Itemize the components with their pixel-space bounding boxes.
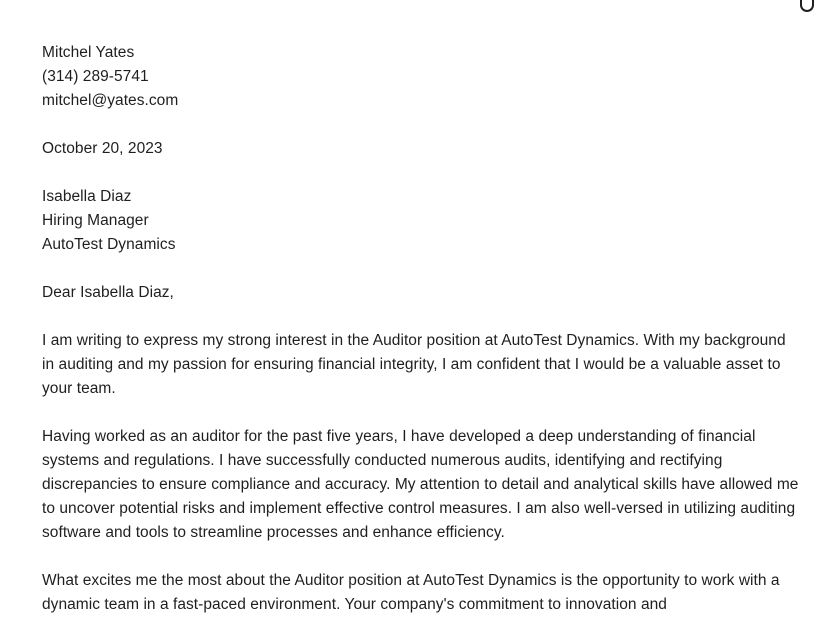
sender-block (42, 41, 802, 113)
salutation: Dear Isabella Diaz, (42, 284, 174, 301)
body-paragraph-1: I am writing to express my strong interest in the Auditor position at AutoTest Dynamics. With my background in auditing and my passion for ensuring financial integrity, I am confident that I would be a valuable asset to your team. (42, 332, 786, 397)
sender-phone: (314) 289-5741 (42, 68, 149, 85)
date-block (42, 137, 802, 161)
letter-date: October 20, 2023 (42, 140, 163, 157)
recipient-title: Hiring Manager (42, 212, 149, 229)
sender-name: Mitchel Yates (42, 44, 135, 61)
recipient-name: Isabella Diaz (42, 188, 132, 205)
sender-email: mitchel@yates.com (42, 92, 179, 109)
recipient-block (42, 185, 802, 257)
body-paragraph-2: Having worked as an auditor for the past five years, I have developed a deep understanding of financial systems and regulations. I have successfully conducted numerous audits, identifying and rectifying discrepancies to ensure compliance and accuracy. My attention to detail and analytical skills have allowed me to uncover potential risks and implement effective control measures. I am also well-versed in utilizing auditing software and tools to streamline processes and enhance efficiency. (42, 428, 799, 541)
cover-letter (42, 41, 802, 641)
salutation-block (42, 281, 802, 305)
partial-icon (800, 0, 814, 12)
body-paragraph-3: What excites me the most about the Auditor position at AutoTest Dynamics is the opportunity to work with a dynamic team in a fast-paced environment. Your company's commitment to innovation and (42, 572, 780, 613)
recipient-company: AutoTest Dynamics (42, 236, 176, 253)
